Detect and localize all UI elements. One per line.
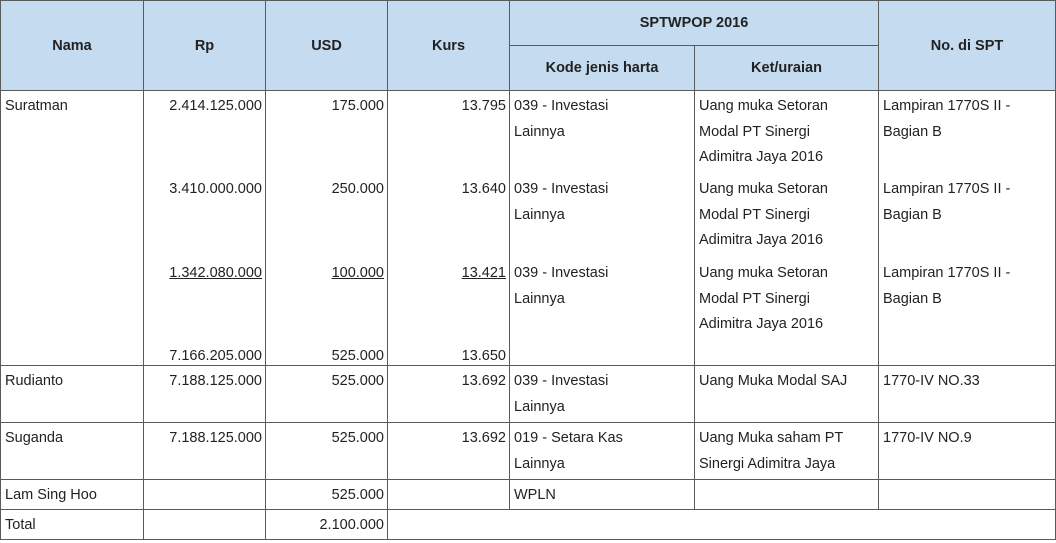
cell-nama — [1, 510, 144, 540]
cell-empty-total — [388, 510, 1056, 540]
rp-suganda: 7.188.125.000 — [169, 430, 262, 446]
usd-entry-2: 250.000 — [331, 181, 384, 197]
kode-rudianto-line-2: Lainnya — [514, 398, 565, 415]
cell-ket — [695, 423, 879, 480]
cell-ket — [695, 91, 879, 366]
ket-entry-2-line-2: Modal PT Sinergi — [699, 206, 810, 223]
spt-entry-3-line-1: Lampiran 1770S II - — [883, 265, 1011, 281]
cell-kurs — [388, 480, 510, 510]
ket-entry-3-line-1: Uang muka Setoran — [699, 265, 828, 281]
kode-rudianto-line-1: 039 - Investasi — [514, 373, 609, 389]
kode-entry-1-line-1: 039 - Investasi — [514, 98, 609, 114]
kode-entry-3-line-2: Lainnya — [514, 290, 565, 307]
kurs-entry-1: 13.795 — [461, 98, 506, 114]
kode-lam-sing-hoo: WPLN — [514, 487, 556, 503]
header-rp: Rp — [144, 1, 266, 91]
kurs-entry-2: 13.640 — [461, 181, 506, 197]
header-usd: USD — [266, 1, 388, 91]
cell-rp — [144, 480, 266, 510]
rp-rudianto: 7.188.125.000 — [169, 373, 262, 389]
cell-ket — [695, 366, 879, 423]
cell-kurs — [388, 423, 510, 480]
spt-rudianto: 1770-IV NO.33 — [883, 373, 980, 389]
cell-no-spt — [879, 423, 1056, 480]
header-sptwpop-group: SPTWPOP 2016 — [510, 1, 879, 46]
table-row — [1, 510, 1056, 540]
header-nama: Nama — [1, 1, 144, 91]
cell-nama — [1, 480, 144, 510]
kode-entry-2-line-2: Lainnya — [514, 206, 565, 223]
cell-no-spt — [879, 91, 1056, 366]
name-suganda: Suganda — [5, 430, 64, 446]
ket-entry-2-line-3: Adimitra Jaya 2016 — [699, 232, 824, 248]
cell-nama — [1, 91, 144, 366]
cell-kurs — [388, 366, 510, 423]
table-row — [1, 91, 1056, 366]
total-label: Total — [5, 517, 36, 533]
ket-entry-3-line-2: Modal PT Sinergi — [699, 290, 810, 307]
spt-entry-2-line-1: Lampiran 1770S II - — [883, 181, 1011, 197]
table-row — [1, 423, 1056, 480]
ket-entry-1-line-3: Adimitra Jaya 2016 — [699, 149, 824, 165]
kurs-suganda: 13.692 — [461, 430, 506, 446]
cell-usd — [266, 510, 388, 540]
ket-entry-2-line-1: Uang muka Setoran — [699, 181, 828, 197]
cell-usd — [266, 480, 388, 510]
cell-rp — [144, 510, 266, 540]
usd-lam-sing-hoo: 525.000 — [331, 487, 384, 503]
kode-suganda-line-2: Lainnya — [514, 455, 565, 472]
cell-rp — [144, 91, 266, 366]
spt-entry-2-line-2: Bagian B — [883, 206, 942, 223]
usd-entry-3: 100.000 — [331, 265, 384, 281]
name-suratman: Suratman — [5, 98, 68, 114]
cell-kode — [510, 480, 695, 510]
cell-nama — [1, 423, 144, 480]
name-lam-sing-hoo: Lam Sing Hoo — [5, 487, 97, 503]
kurs-subtotal: 13.650 — [461, 348, 506, 364]
kurs-entry-3: 13.421 — [461, 265, 506, 281]
kode-entry-2-line-1: 039 - Investasi — [514, 181, 609, 197]
cell-usd — [266, 423, 388, 480]
kode-entry-3-line-1: 039 - Investasi — [514, 265, 609, 281]
cell-kode — [510, 423, 695, 480]
cell-nama — [1, 366, 144, 423]
header-ket-uraian: Ket/uraian — [695, 46, 879, 91]
cell-no-spt — [879, 480, 1056, 510]
ket-rudianto: Uang Muka Modal SAJ — [699, 373, 848, 389]
total-usd: 2.100.000 — [319, 517, 384, 533]
kode-entry-1-line-2: Lainnya — [514, 123, 565, 140]
cell-kode — [510, 366, 695, 423]
ket-entry-1-line-1: Uang muka Setoran — [699, 98, 828, 114]
table-row — [1, 480, 1056, 510]
cell-usd — [266, 366, 388, 423]
header-kode-jenis-harta: Kode jenis harta — [510, 46, 695, 91]
ket-entry-3-line-3: Adimitra Jaya 2016 — [699, 316, 824, 332]
usd-subtotal: 525.000 — [331, 348, 384, 364]
usd-suganda: 525.000 — [331, 430, 384, 446]
table-row — [1, 366, 1056, 423]
header-kurs: Kurs — [388, 1, 510, 91]
rp-subtotal: 7.166.205.000 — [169, 348, 262, 364]
cell-rp — [144, 423, 266, 480]
spt-suganda: 1770-IV NO.9 — [883, 430, 972, 446]
usd-rudianto: 525.000 — [331, 373, 384, 389]
cell-no-spt — [879, 366, 1056, 423]
kode-suganda-line-1: 019 - Setara Kas — [514, 430, 623, 446]
rp-entry-3: 1.342.080.000 — [169, 265, 262, 281]
spt-entry-1-line-2: Bagian B — [883, 123, 942, 140]
kurs-rudianto: 13.692 — [461, 373, 506, 389]
usd-entry-1: 175.000 — [331, 98, 384, 114]
cell-kode — [510, 91, 695, 366]
cell-usd — [266, 91, 388, 366]
ket-suganda-line-1: Uang Muka saham PT — [699, 430, 844, 446]
rp-entry-2: 3.410.000.000 — [169, 181, 262, 197]
rp-entry-1: 2.414.125.000 — [169, 98, 262, 114]
name-rudianto: Rudianto — [5, 373, 64, 389]
header-no-spt: No. di SPT — [879, 1, 1056, 91]
spt-entry-1-line-1: Lampiran 1770S II - — [883, 98, 1011, 114]
ket-entry-1-line-2: Modal PT Sinergi — [699, 123, 810, 140]
ket-suganda-line-2: Sinergi Adimitra Jaya — [699, 455, 836, 472]
spt-entry-3-line-2: Bagian B — [883, 290, 942, 307]
cell-kurs — [388, 91, 510, 366]
cell-rp — [144, 366, 266, 423]
cell-ket — [695, 480, 879, 510]
